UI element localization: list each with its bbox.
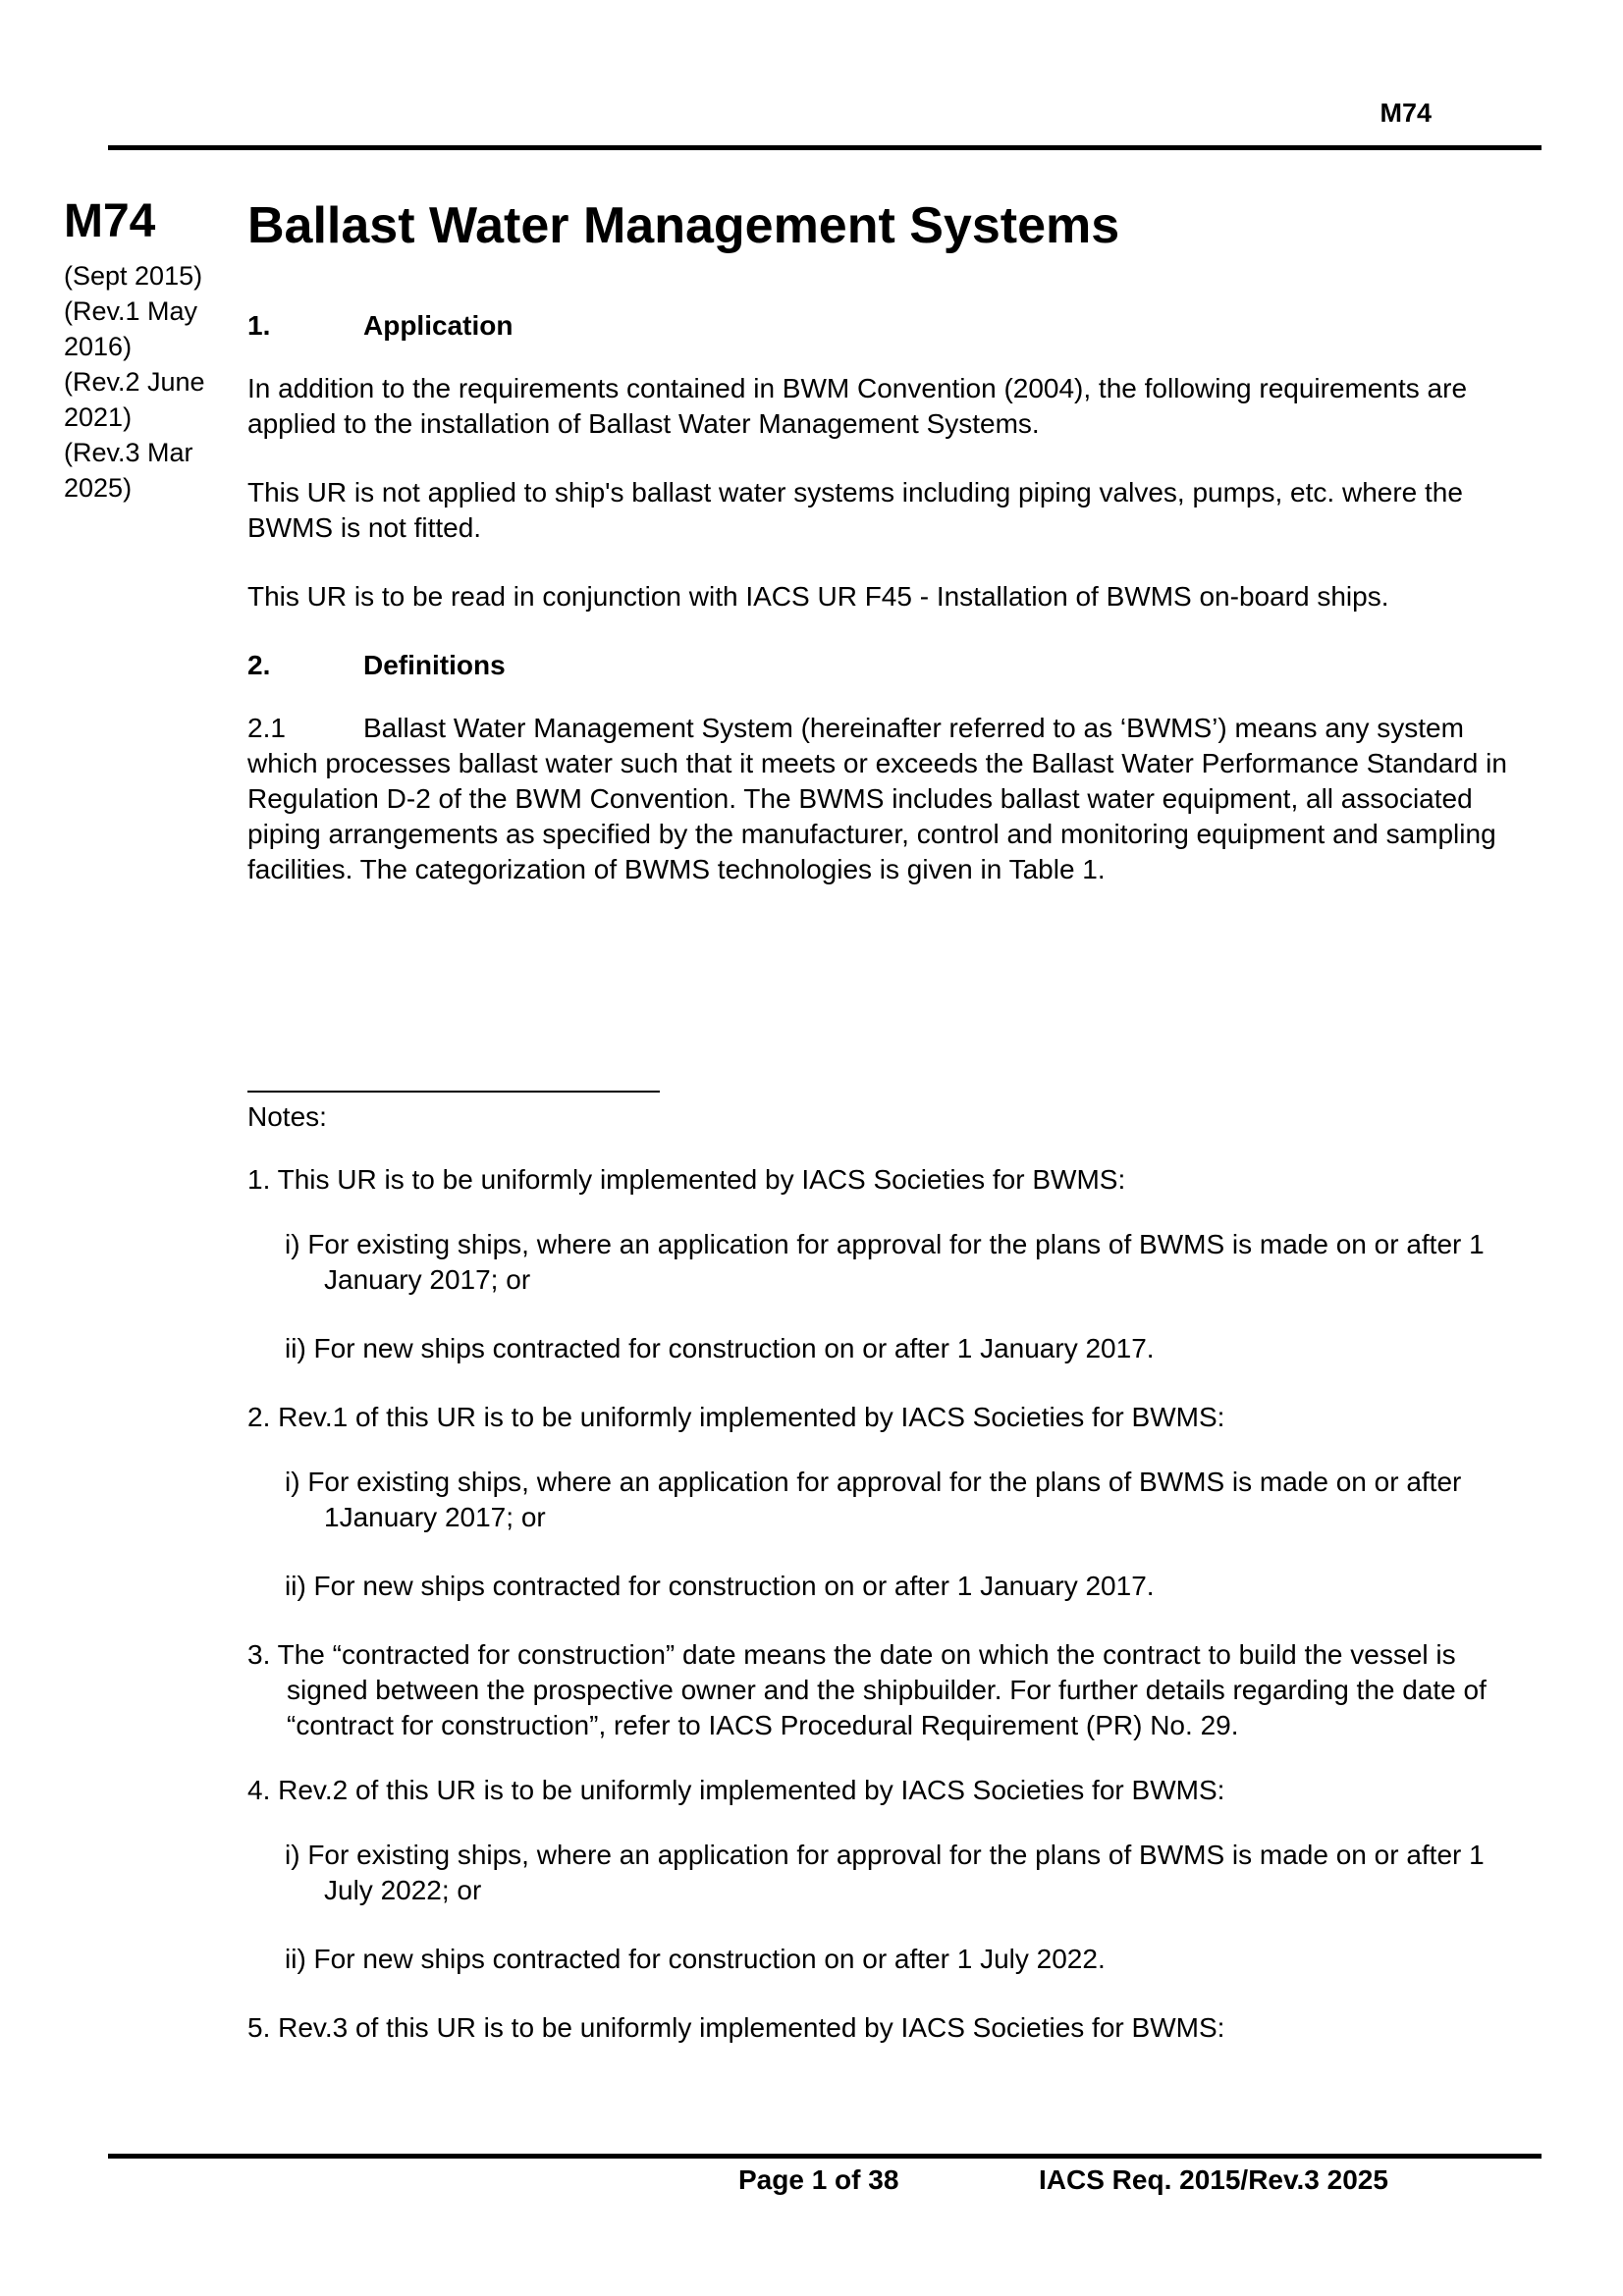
paragraph: This UR is not applied to ship's ballast water systems including piping valves, pumps, etc. where the BWMS is not fitted. bbox=[247, 477, 1463, 543]
revision-entry: (Rev.2 June 2021) bbox=[64, 367, 205, 432]
footer-rule bbox=[108, 2154, 1542, 2159]
sidebar-code: M74 bbox=[64, 195, 156, 247]
revision-entry: (Rev.3 Mar 2025) bbox=[64, 438, 193, 503]
note-subitem: i) For existing ships, where an application for approval for the plans of BWMS is made on or after 1January 2017; or bbox=[285, 1467, 1462, 1532]
section-number: 1. bbox=[247, 310, 271, 341]
paragraph-text: Ballast Water Management System (hereinafter referred to as ‘BWMS’) means any system which processes ballast water such that it meets or exceeds the Ballast Water Performance Standard in Regulation D-2 of the BWM Convention. The BWMS includes ballast water equipment, all associated piping arrangements as specified by the manufacturer, control and monitoring equipment and sampling facilities. The categorization of BWMS technologies is given in Table 1. bbox=[247, 713, 1507, 884]
section-number: 2. bbox=[247, 650, 271, 680]
section-title: Application bbox=[363, 310, 514, 341]
note-subitem: ii) For new ships contracted for construction on or after 1 July 2022. bbox=[285, 1944, 1106, 1974]
sidebar-revisions bbox=[64, 258, 231, 506]
definition-paragraph bbox=[247, 711, 1524, 887]
note-subitem: ii) For new ships contracted for construction on or after 1 January 2017. bbox=[285, 1571, 1155, 1601]
section-heading-application bbox=[247, 308, 1524, 344]
paragraph-number: 2.1 bbox=[247, 713, 286, 743]
section-title: Definitions bbox=[363, 650, 506, 680]
note-subitem: i) For existing ships, where an application for approval for the plans of BWMS is made on or after 1 January 2017; or bbox=[285, 1229, 1485, 1295]
notes-label: Notes: bbox=[247, 1101, 327, 1132]
notes-block bbox=[247, 1099, 1524, 2075]
header-rule bbox=[108, 145, 1542, 150]
revision-entry: (Rev.1 May 2016) bbox=[64, 296, 198, 361]
main-content bbox=[247, 308, 1524, 921]
page-title: Ballast Water Management Systems bbox=[247, 197, 1120, 254]
paragraph: In addition to the requirements contained in BWM Convention (2004), the following requirements are applied to the installation of Ballast Water Management Systems. bbox=[247, 373, 1468, 439]
note-item: 5. Rev.3 of this UR is to be uniformly implemented by IACS Societies for BWMS: bbox=[247, 2012, 1225, 2043]
note-item: 3. The “contracted for construction” date means the date on which the contract to build the vessel is signed between the prospective owner and the shipbuilder. For further details regarding the date of “contract for construction”, refer to IACS Procedural Requirement (PR) No. 29. bbox=[247, 1639, 1487, 1740]
document-reference: IACS Req. 2015/Rev.3 2025 bbox=[1039, 2164, 1388, 2195]
note-subitem: i) For existing ships, where an application for approval for the plans of BWMS is made on or after 1 July 2022; or bbox=[285, 1840, 1485, 1905]
header-code: M74 bbox=[1380, 98, 1432, 128]
page-number: Page 1 of 38 bbox=[738, 2164, 899, 2195]
paragraph: This UR is to be read in conjunction with IACS UR F45 - Installation of BWMS on-board ships. bbox=[247, 581, 1389, 612]
revision-entry: (Sept 2015) bbox=[64, 261, 203, 291]
section-heading-definitions bbox=[247, 648, 1524, 683]
note-item: 1. This UR is to be uniformly implemented by IACS Societies for BWMS: bbox=[247, 1164, 1126, 1195]
note-item: 4. Rev.2 of this UR is to be uniformly implemented by IACS Societies for BWMS: bbox=[247, 1775, 1225, 1805]
note-item: 2. Rev.1 of this UR is to be uniformly implemented by IACS Societies for BWMS: bbox=[247, 1402, 1225, 1432]
footnote-rule bbox=[247, 1091, 660, 1093]
note-subitem: ii) For new ships contracted for construction on or after 1 January 2017. bbox=[285, 1333, 1155, 1363]
